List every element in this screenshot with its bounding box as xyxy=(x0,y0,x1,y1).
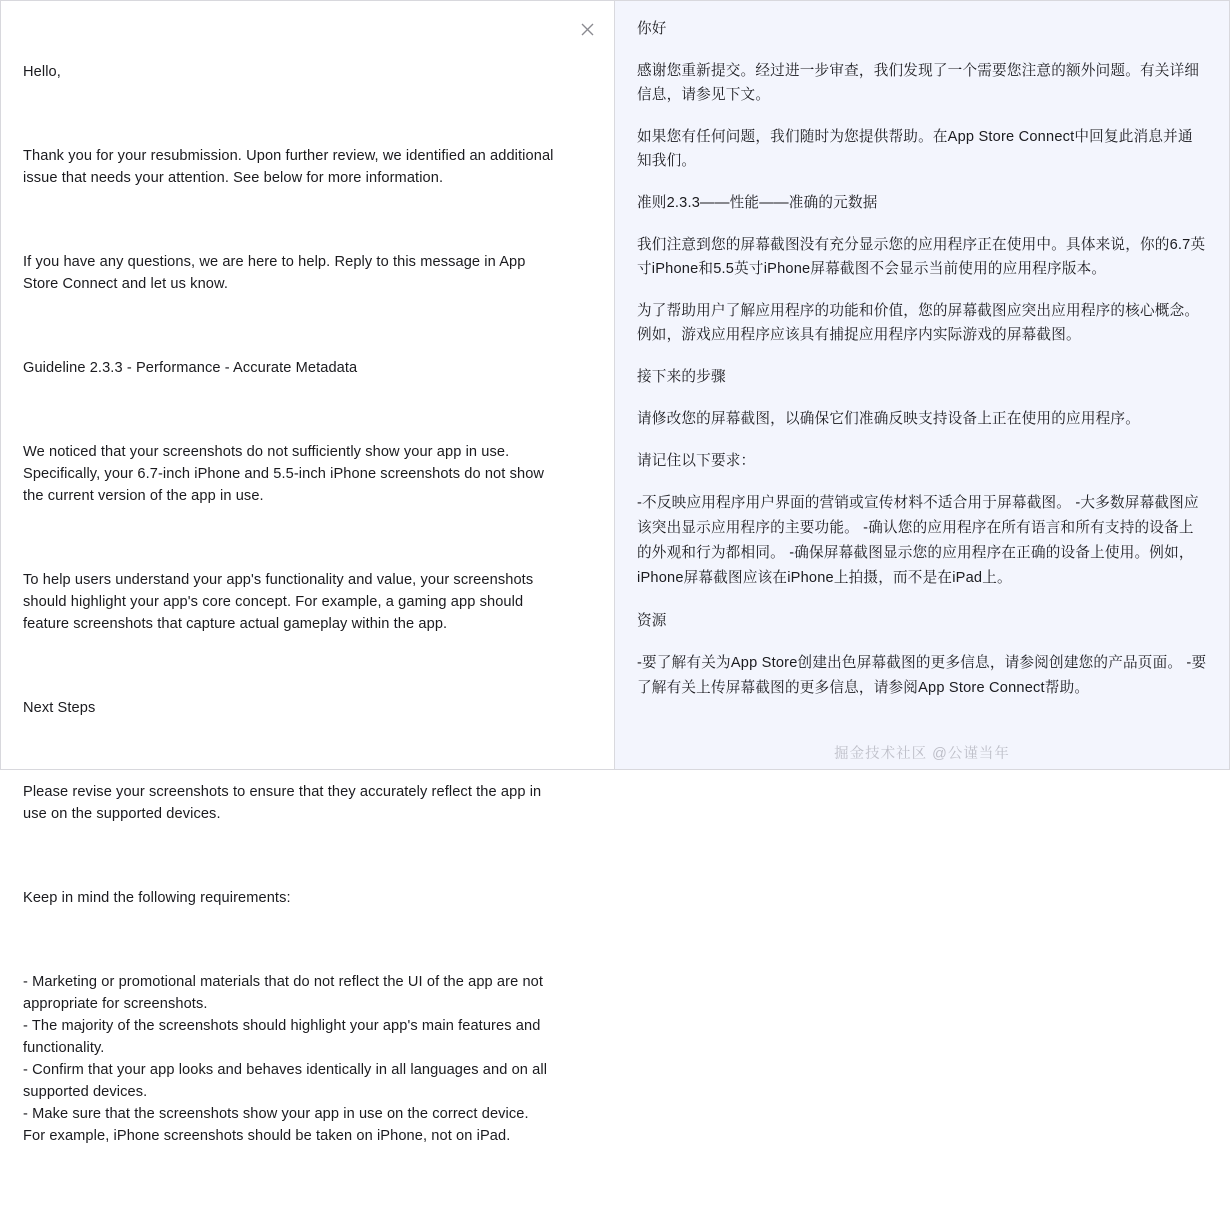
guideline-heading: Guideline 2.3.3 - Performance - Accurate Metadata xyxy=(23,360,358,376)
watermark xyxy=(615,742,1229,763)
paragraph-revise-zh: 请修改您的屏幕截图，以确保它们准确反映支持设备上正在使用的应用程序。 xyxy=(637,411,1140,427)
paragraph-thank-you-zh: 感谢您重新提交。经过进一步审查，我们发现了一个需要您注意的额外问题。有关详细信息，请参见下文。 xyxy=(637,63,1200,103)
next-steps-heading-zh: 接下来的步骤 xyxy=(637,369,726,385)
greeting-text-zh: 你好 xyxy=(637,21,667,37)
paragraph-core-concept-zh: 为了帮助用户了解应用程序的功能和价值，您的屏幕截图应突出应用程序的核心概念。例如，游戏应用程序应该具有捕捉应用程序内实际游戏的屏幕截图。 xyxy=(637,303,1200,343)
guideline-heading-zh: 准则2.3.3——性能——准确的元数据 xyxy=(637,195,878,211)
original-message-pane xyxy=(1,1,614,1144)
close-icon[interactable] xyxy=(576,19,598,41)
translated-message-pane xyxy=(615,1,1229,769)
requirements-intro-zh: 请记住以下要求： xyxy=(637,453,756,469)
resources-heading-zh: 资源 xyxy=(637,613,667,629)
requirements-intro: Keep in mind the following requirements: xyxy=(23,890,291,906)
watermark-text: 掘金技术社区 @公谨当年 xyxy=(834,746,1010,762)
requirements-list-zh: -不反映应用程序用户界面的营销或宣传材料不适合用于屏幕截图。 -大多数屏幕截图应该突出显示应用程序的主要功能。 -确认您的应用程序在所有语言和所有支持的设备上的外观和行为都相同。 -确保屏幕截图显示您的应用程序在正确的设备上使用。例如，iPhone屏幕截图应该在iPhone上拍摄，而不是在iPad上。 xyxy=(637,495,1199,586)
paragraph-thank-you: Thank you for your resubmission. Upon further review, we identified an additional issue that needs your attention. See below for more information. xyxy=(23,148,558,186)
next-steps-heading: Next Steps xyxy=(23,700,96,716)
paragraph-revise: Please revise your screenshots to ensure that they accurately reflect the app in use on the supported devices. xyxy=(23,784,546,822)
translated-message-body xyxy=(637,17,1207,701)
paragraph-questions-zh: 如果您有任何问题，我们随时为您提供帮助。在App Store Connect中回复此消息并通知我们。 xyxy=(637,129,1193,169)
paragraph-screenshots-issue-zh: 我们注意到您的屏幕截图没有充分显示您的应用程序正在使用中。具体来说，你的6.7英寸iPhone和5.5英寸iPhone屏幕截图不会显示当前使用的应用程序版本。 xyxy=(637,237,1206,277)
original-message-body xyxy=(23,17,588,1209)
paragraph-questions: If you have any questions, we are here to help. Reply to this message in App Store Connect and let us know. xyxy=(23,254,530,292)
paragraph-core-concept: To help users understand your app's functionality and value, your screenshots should highlight your app's core concept. For example, a gaming app should feature screenshots that capture actual gameplay within the app. xyxy=(23,572,538,632)
paragraph-screenshots-issue: We noticed that your screenshots do not sufficiently show your app in use. Specifically, your 6.7-inch iPhone and 5.5-inch iPhone screenshots do not show the current version of the app in use. xyxy=(23,444,549,504)
resources-list-zh: -要了解有关为App Store创建出色屏幕截图的更多信息，请参阅创建您的产品页面。 -要了解有关上传屏幕截图的更多信息，请参阅App Store Connect帮助。 xyxy=(637,655,1207,696)
greeting-text: Hello, xyxy=(23,64,61,80)
requirements-list: - Marketing or promotional materials that do not reflect the UI of the app are not appropriate for screenshots. - The majority of the screenshots should highlight your app's main features and functionality. - Confirm that your app looks and behaves identically in all languages and on all supported devices. - Make sure that the screenshots show your app in use on the correct device. For example, iPhone screenshots should be taken on iPhone, not on iPad. xyxy=(23,974,548,1144)
